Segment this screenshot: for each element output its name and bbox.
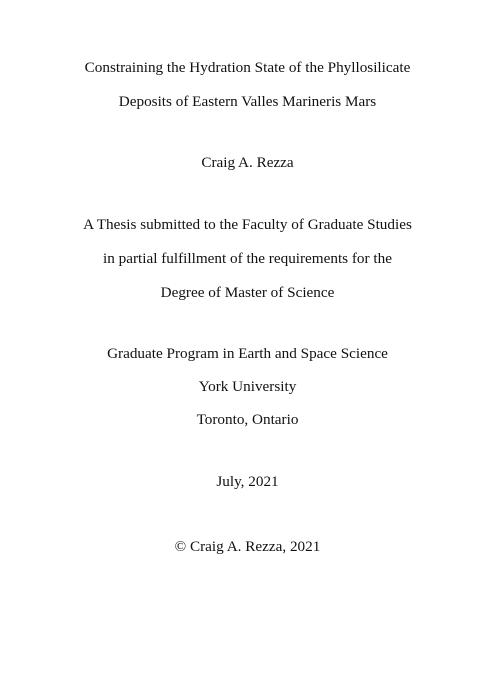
thesis-title-line-1: Constraining the Hydration State of the Phyllosilicate	[84, 59, 411, 76]
submission-date: July, 2021	[216, 473, 279, 490]
author-name: Craig A. Rezza	[201, 154, 294, 171]
degree-line: Degree of Master of Science	[160, 284, 335, 301]
graduate-program: Graduate Program in Earth and Space Science	[107, 345, 388, 362]
university-name: York University	[198, 378, 297, 395]
statement-line-1: A Thesis submitted to the Faculty of Graduate Studies	[83, 216, 412, 233]
copyright-notice: © Craig A. Rezza, 2021	[174, 538, 321, 555]
statement-line-2: in partial fulfillment of the requirements for the	[103, 250, 392, 267]
university-location: Toronto, Ontario	[196, 411, 299, 428]
thesis-title-line-2: Deposits of Eastern Valles Marineris Mars	[118, 93, 377, 110]
